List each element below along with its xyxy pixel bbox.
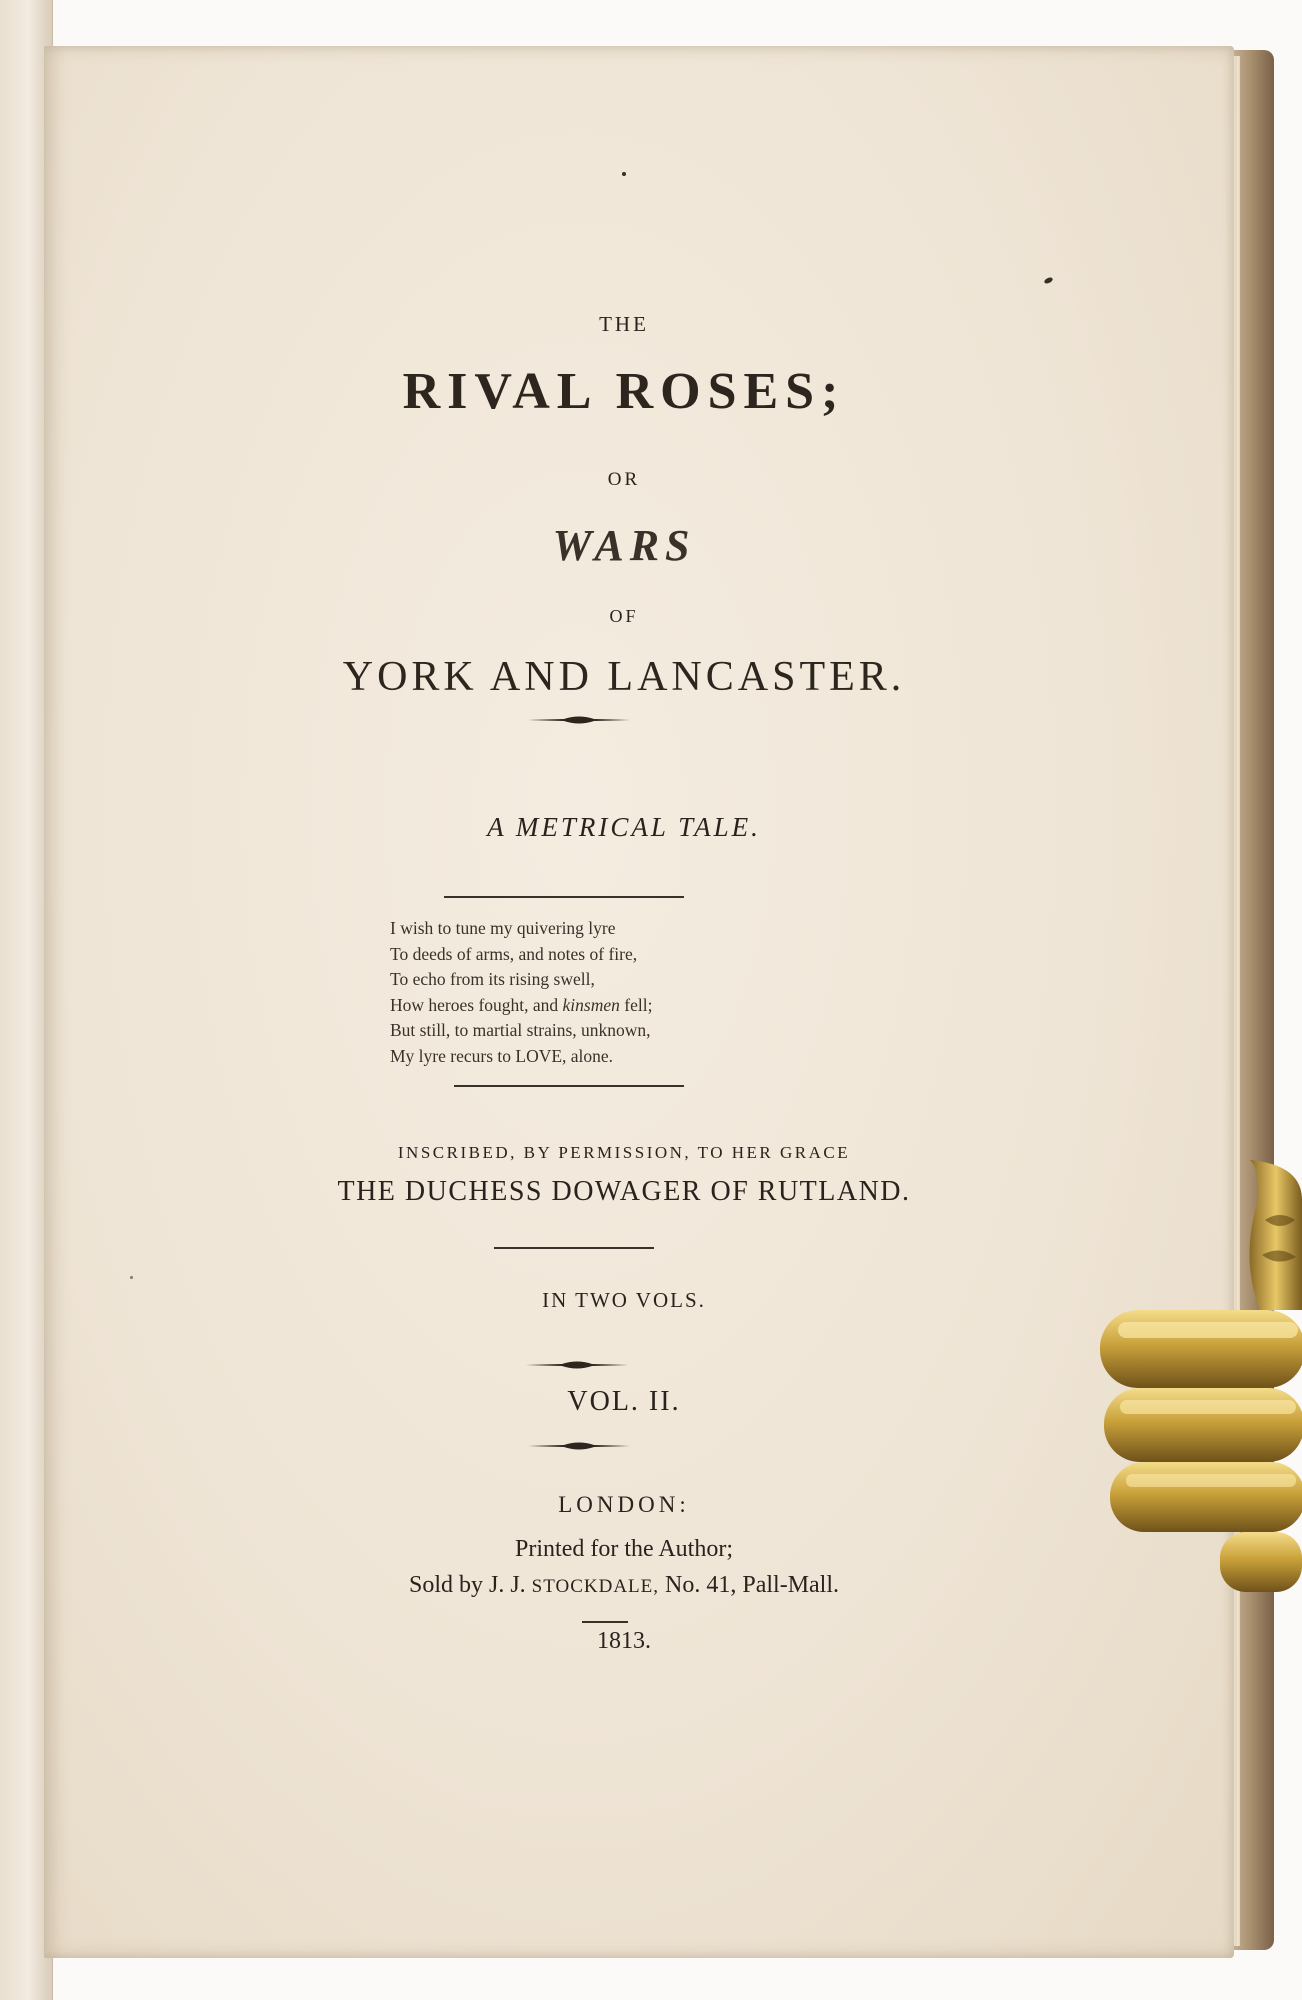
epigraph-bottom-rule [454,1085,684,1087]
tale-caption: A METRICAL TALE. [487,812,761,842]
main-title: RIVAL ROSES; [402,363,846,420]
imprint-year: 1813. [597,1628,651,1654]
imprint-sold-by: Sold by J. J. STOCKDALE, No. 41, Pall-Mall. [408,1572,840,1598]
imprint-rule [582,1621,628,1623]
ornamental-rule [528,1440,630,1452]
title-subtitle: YORK AND LANCASTER. [342,654,906,700]
title-article: THE [599,312,649,336]
epigraph-line: But still, to martial strains, unknown, [390,1020,651,1041]
epigraph-line: To deeds of arms, and notes of fire, [390,943,638,964]
dedication-line: INSCRIBED, BY PERMISSION, TO HER GRACE [397,1143,851,1162]
volume-number: VOL. II. [567,1386,681,1417]
imprint-city: LONDON: [558,1492,690,1517]
ornamental-rule [526,1359,628,1371]
brass-page-clip-icon [1090,1160,1302,1610]
title-wars: WARS [552,521,696,570]
epigraph-line: My lyre recurs to LOVE, alone. [390,1045,614,1066]
epigraph [390,916,790,1070]
epigraph-line: I wish to tune my quivering lyre [390,918,616,938]
ink-speck [1043,276,1053,284]
epigraph-line: To echo from its rising swell, [390,969,595,990]
title-page [44,46,1234,1958]
epigraph-line: How heroes fought, and kinsmen fell; [390,994,653,1015]
dedicatee: THE DUCHESS DOWAGER OF RUTLAND. [337,1176,911,1207]
title-of: OF [609,606,639,626]
ornamental-rule [528,714,630,726]
volume-count: IN TWO VOLS. [542,1288,706,1312]
epigraph-italic-word: kinsmen [562,994,620,1015]
section-rule [494,1247,654,1249]
ink-speck [130,1276,133,1279]
title-or: OR [607,469,641,490]
imprint-printed-for: Printed for the Author; [515,1536,733,1562]
epigraph-top-rule [444,896,684,898]
ink-speck [622,172,626,176]
